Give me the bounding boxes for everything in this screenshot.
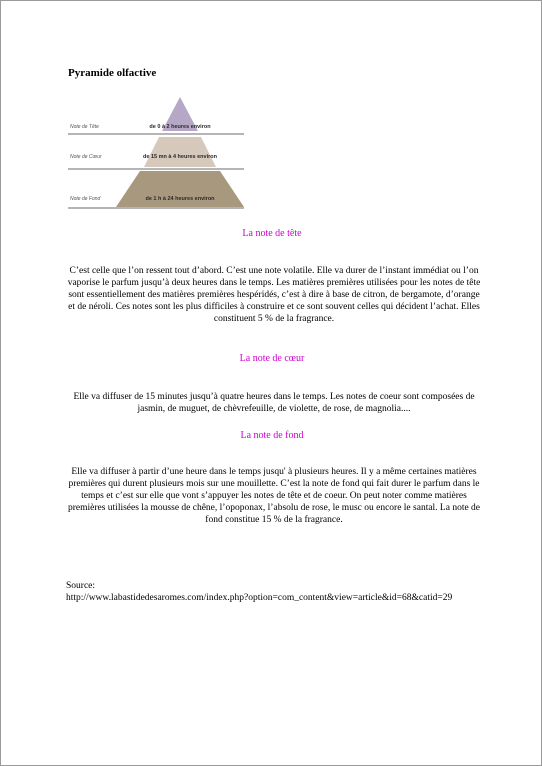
section-title-heart-note: La note de cœur xyxy=(239,353,305,364)
pyramid-text-middle: de 15 mn à 4 heures environ xyxy=(143,154,217,160)
source-label: Source: xyxy=(66,581,96,591)
section-text-base-note: Elle va diffuser à partir d’une heure dans le temps jusqu' à plusieurs heures. Il y a même certaines matières premières qui durent plusieurs mois sur une mouillette. C’est la note de fond qui fait durer le parfum dans le temps et c’est sur elle que vont s’appuyer les notes de tête et de coeur. On peut noter comme matières premières utilisées la mousse de chêne, l’opoponax, l’absolu de rose, le musc ou encore le santal. La note de fond constitue 15 % de la fragrance. xyxy=(67,467,481,525)
olfactive-pyramid-figure xyxy=(68,95,248,211)
section-title-base-note: La note de fond xyxy=(240,430,304,441)
section-text-top-note: C’est celle que l’on ressent tout d’abord. C’est une note volatile. Elle va durer de l’instant immédiat ou l’on vaporise le parfum jusqu’à deux heures dans le temps. Les matières premières utilisées pour les notes de tête sont essentiellement des matières premières hespéridés, c’est à dire à base de citron, de bergamote, d’orange et de néroli. Ces notes sont les plus difficiles à construire et ce sont souvent celles qui décident l’achat. Elles constituent 5 % de la fragrance. xyxy=(67,266,481,324)
pyramid-text-bottom: de 1 h à 24 heures environ xyxy=(145,196,215,202)
source-url[interactable]: http://www.labastidedesaromes.com/index.php?option=com_content&view=article&id=68&catid=29 xyxy=(66,593,453,603)
pyramid-label-top: Note de Tête xyxy=(70,124,99,130)
page-heading: Pyramide olfactive xyxy=(68,67,157,79)
pyramid-label-bottom: Note de Fond xyxy=(70,196,101,202)
pyramid-graphic xyxy=(68,95,248,211)
pyramid-middle-tier xyxy=(144,137,216,167)
section-title-top-note: La note de tête xyxy=(242,228,302,239)
source-block xyxy=(66,580,496,604)
section-text-heart-note: Elle va diffuser de 15 minutes jusqu’à quatre heures dans le temps. Les notes de coeur sont composées de jasmin, de muguet, de chèvrefeuille, de violette, de rose, de magnolia.... xyxy=(73,392,475,414)
pyramid-label-middle: Note de Cœur xyxy=(70,154,102,160)
pyramid-text-top: de 0 à 2 heures environ xyxy=(149,124,211,130)
